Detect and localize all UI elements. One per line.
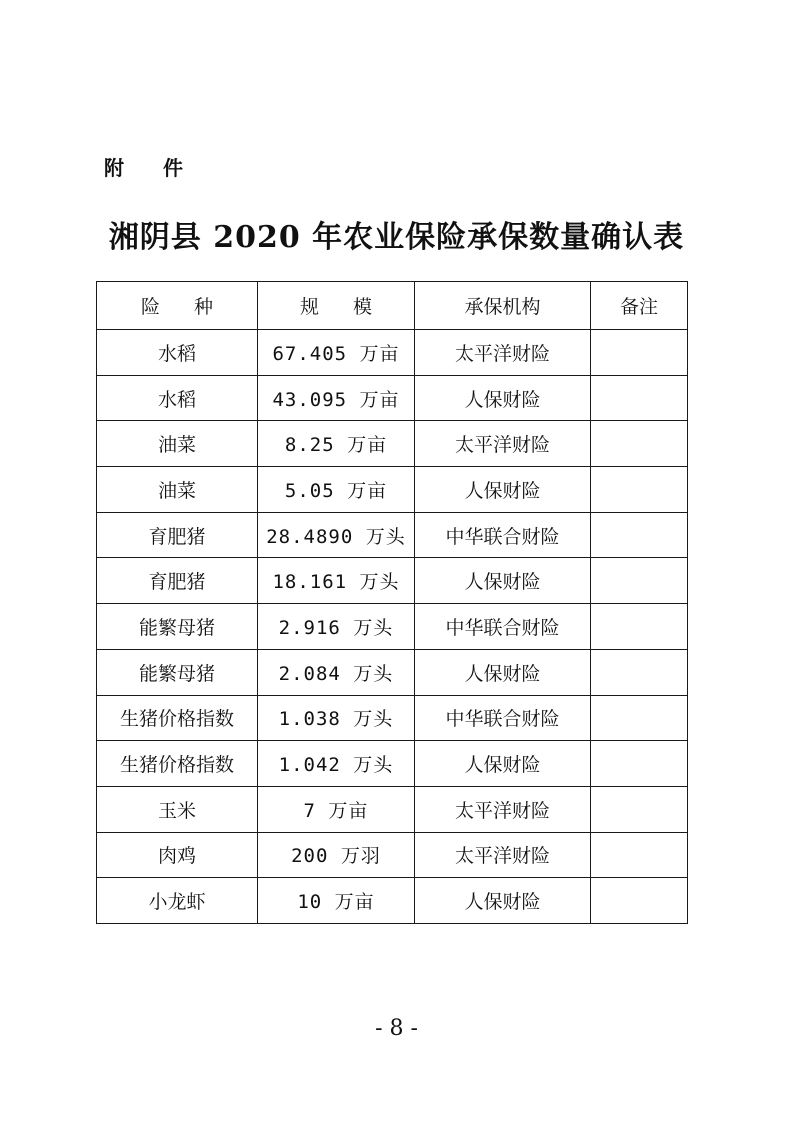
cell-insurer: 中华联合财险 — [415, 512, 591, 558]
document-title: 湘阴县 2020 年农业保险承保数量确认表 — [108, 220, 685, 255]
table-body — [97, 330, 688, 924]
cell-insurance-type: 油菜 — [97, 421, 258, 467]
cell-insurance-type: 小龙虾 — [97, 878, 258, 924]
cell-note — [591, 786, 688, 832]
cell-insurance-type: 能繁母猪 — [97, 649, 258, 695]
cell-scale: 8.25 万亩 — [258, 421, 415, 467]
attachment-label: 附 件 — [104, 156, 199, 180]
cell-insurance-type: 生猪价格指数 — [97, 695, 258, 741]
table-row — [97, 878, 688, 924]
cell-scale: 7 万亩 — [258, 786, 415, 832]
cell-scale: 200 万羽 — [258, 832, 415, 878]
cell-scale: 10 万亩 — [258, 878, 415, 924]
cell-insurer: 人保财险 — [415, 375, 591, 421]
table-row — [97, 467, 688, 513]
cell-insurance-type: 水稻 — [97, 375, 258, 421]
cell-note — [591, 695, 688, 741]
cell-insurer: 中华联合财险 — [415, 695, 591, 741]
cell-insurance-type: 水稻 — [97, 330, 258, 376]
table-row — [97, 741, 688, 787]
cell-insurer: 中华联合财险 — [415, 604, 591, 650]
cell-insurer: 太平洋财险 — [415, 786, 591, 832]
cell-insurer: 人保财险 — [415, 649, 591, 695]
cell-scale: 2.916 万头 — [258, 604, 415, 650]
cell-insurer: 人保财险 — [415, 741, 591, 787]
column-header-type: 险 种 — [97, 282, 258, 330]
cell-note — [591, 878, 688, 924]
table-row — [97, 330, 688, 376]
table-row — [97, 786, 688, 832]
table-row — [97, 558, 688, 604]
column-header-insurer: 承保机构 — [415, 282, 591, 330]
cell-insurer: 太平洋财险 — [415, 421, 591, 467]
cell-note — [591, 467, 688, 513]
cell-scale: 67.405 万亩 — [258, 330, 415, 376]
table-row — [97, 604, 688, 650]
cell-insurer: 人保财险 — [415, 467, 591, 513]
cell-scale: 1.038 万头 — [258, 695, 415, 741]
table-row — [97, 649, 688, 695]
cell-insurance-type: 育肥猪 — [97, 512, 258, 558]
cell-insurer: 太平洋财险 — [415, 832, 591, 878]
cell-scale: 2.084 万头 — [258, 649, 415, 695]
cell-note — [591, 512, 688, 558]
table-header-row — [97, 282, 688, 330]
cell-note — [591, 604, 688, 650]
insurance-table — [96, 281, 688, 924]
cell-scale: 43.095 万亩 — [258, 375, 415, 421]
cell-scale: 28.4890 万头 — [258, 512, 415, 558]
column-header-note: 备注 — [591, 282, 688, 330]
cell-note — [591, 741, 688, 787]
cell-insurer: 太平洋财险 — [415, 330, 591, 376]
cell-insurance-type: 玉米 — [97, 786, 258, 832]
cell-note — [591, 421, 688, 467]
cell-insurance-type: 油菜 — [97, 467, 258, 513]
cell-insurer: 人保财险 — [415, 558, 591, 604]
cell-scale: 5.05 万亩 — [258, 467, 415, 513]
cell-note — [591, 330, 688, 376]
table-row — [97, 695, 688, 741]
cell-note — [591, 558, 688, 604]
cell-scale: 1.042 万头 — [258, 741, 415, 787]
cell-insurance-type: 生猪价格指数 — [97, 741, 258, 787]
page-number: - 8 - — [375, 1016, 418, 1041]
cell-note — [591, 649, 688, 695]
table-row — [97, 375, 688, 421]
cell-insurance-type: 育肥猪 — [97, 558, 258, 604]
table-row — [97, 421, 688, 467]
cell-insurance-type: 能繁母猪 — [97, 604, 258, 650]
cell-scale: 18.161 万头 — [258, 558, 415, 604]
table-row — [97, 512, 688, 558]
cell-note — [591, 832, 688, 878]
column-header-scale: 规 模 — [258, 282, 415, 330]
cell-note — [591, 375, 688, 421]
table-row — [97, 832, 688, 878]
cell-insurer: 人保财险 — [415, 878, 591, 924]
cell-insurance-type: 肉鸡 — [97, 832, 258, 878]
